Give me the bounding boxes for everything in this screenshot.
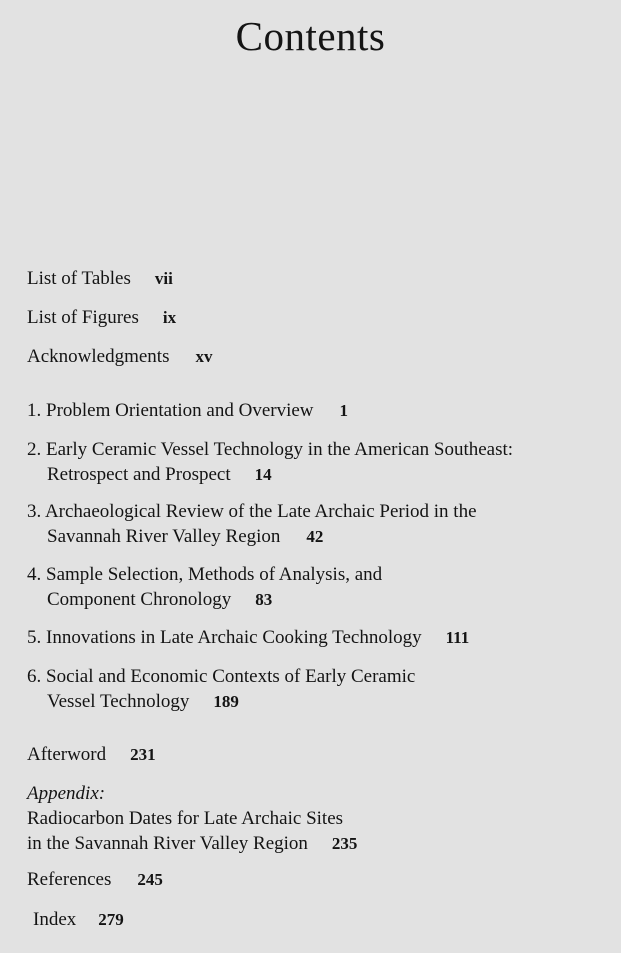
entry-label: Acknowledgments: [27, 346, 170, 367]
entry-label: Index: [33, 909, 77, 930]
entry-label: Afterword: [27, 744, 107, 765]
entry-page: 42: [306, 527, 324, 546]
toc-entry-index[interactable]: [33, 907, 124, 932]
entry-page: 279: [98, 910, 124, 929]
chapter-number: 2.: [27, 439, 42, 460]
toc-entry-acknowledgments[interactable]: [27, 344, 212, 369]
appendix-title-continued: in the Savannah River Valley Region: [27, 833, 308, 854]
chapter-title-continued: Vessel Technology: [47, 691, 190, 712]
toc-entry-chapter-4[interactable]: [27, 562, 382, 612]
toc-entry-afterword[interactable]: [27, 742, 156, 767]
toc-entry-appendix[interactable]: [27, 781, 357, 856]
chapter-number: 6.: [27, 666, 42, 687]
entry-page: 245: [137, 870, 163, 889]
entry-page: xv: [195, 347, 213, 366]
entry-page: 14: [254, 465, 272, 484]
entry-page: 235: [331, 834, 358, 853]
chapter-number: 5.: [27, 627, 42, 648]
toc-entry-chapter-3[interactable]: [27, 499, 477, 549]
appendix-label: Appendix:: [27, 783, 106, 804]
entry-label: List of Tables: [27, 268, 131, 289]
entry-page: ix: [162, 308, 177, 327]
toc-entry-references[interactable]: [27, 867, 163, 892]
entry-page: 1: [339, 401, 349, 420]
chapter-number: 4.: [27, 564, 42, 585]
chapter-title: Archaeological Review of the Late Archaic Period in the: [44, 501, 477, 522]
chapter-title-continued: Component Chronology: [47, 589, 232, 610]
chapter-title: Sample Selection, Methods of Analysis, and: [46, 564, 383, 585]
chapter-number: 1.: [27, 400, 42, 421]
entry-page: 189: [213, 692, 239, 711]
entry-label: References: [27, 869, 112, 890]
toc-entry-chapter-5[interactable]: [27, 625, 469, 650]
toc-entry-chapter-1[interactable]: [27, 398, 348, 423]
entry-page: vii: [154, 269, 173, 288]
page-title: Contents: [235, 13, 386, 59]
chapter-title-continued: Savannah River Valley Region: [47, 526, 281, 547]
toc-entry-chapter-6[interactable]: [27, 664, 415, 714]
entry-page: 111: [445, 628, 470, 647]
toc-entry-list-of-figures[interactable]: [27, 305, 176, 330]
chapter-title: Problem Orientation and Overview: [46, 400, 314, 421]
entry-page: 231: [130, 745, 156, 764]
entry-page: 83: [255, 590, 273, 609]
appendix-title: Radiocarbon Dates for Late Archaic Sites: [27, 808, 344, 829]
entry-label: List of Figures: [27, 307, 139, 328]
chapter-title: Early Ceramic Vessel Technology in the American Southeast:: [46, 439, 514, 460]
chapter-title: Social and Economic Contexts of Early Ceramic: [46, 666, 416, 687]
chapter-title-continued: Retrospect and Prospect: [47, 464, 231, 485]
chapter-number: 3.: [27, 501, 42, 522]
toc-entry-chapter-2[interactable]: [27, 437, 513, 487]
chapter-title: Innovations in Late Archaic Cooking Technology: [46, 627, 422, 648]
toc-entry-list-of-tables[interactable]: [27, 266, 173, 291]
